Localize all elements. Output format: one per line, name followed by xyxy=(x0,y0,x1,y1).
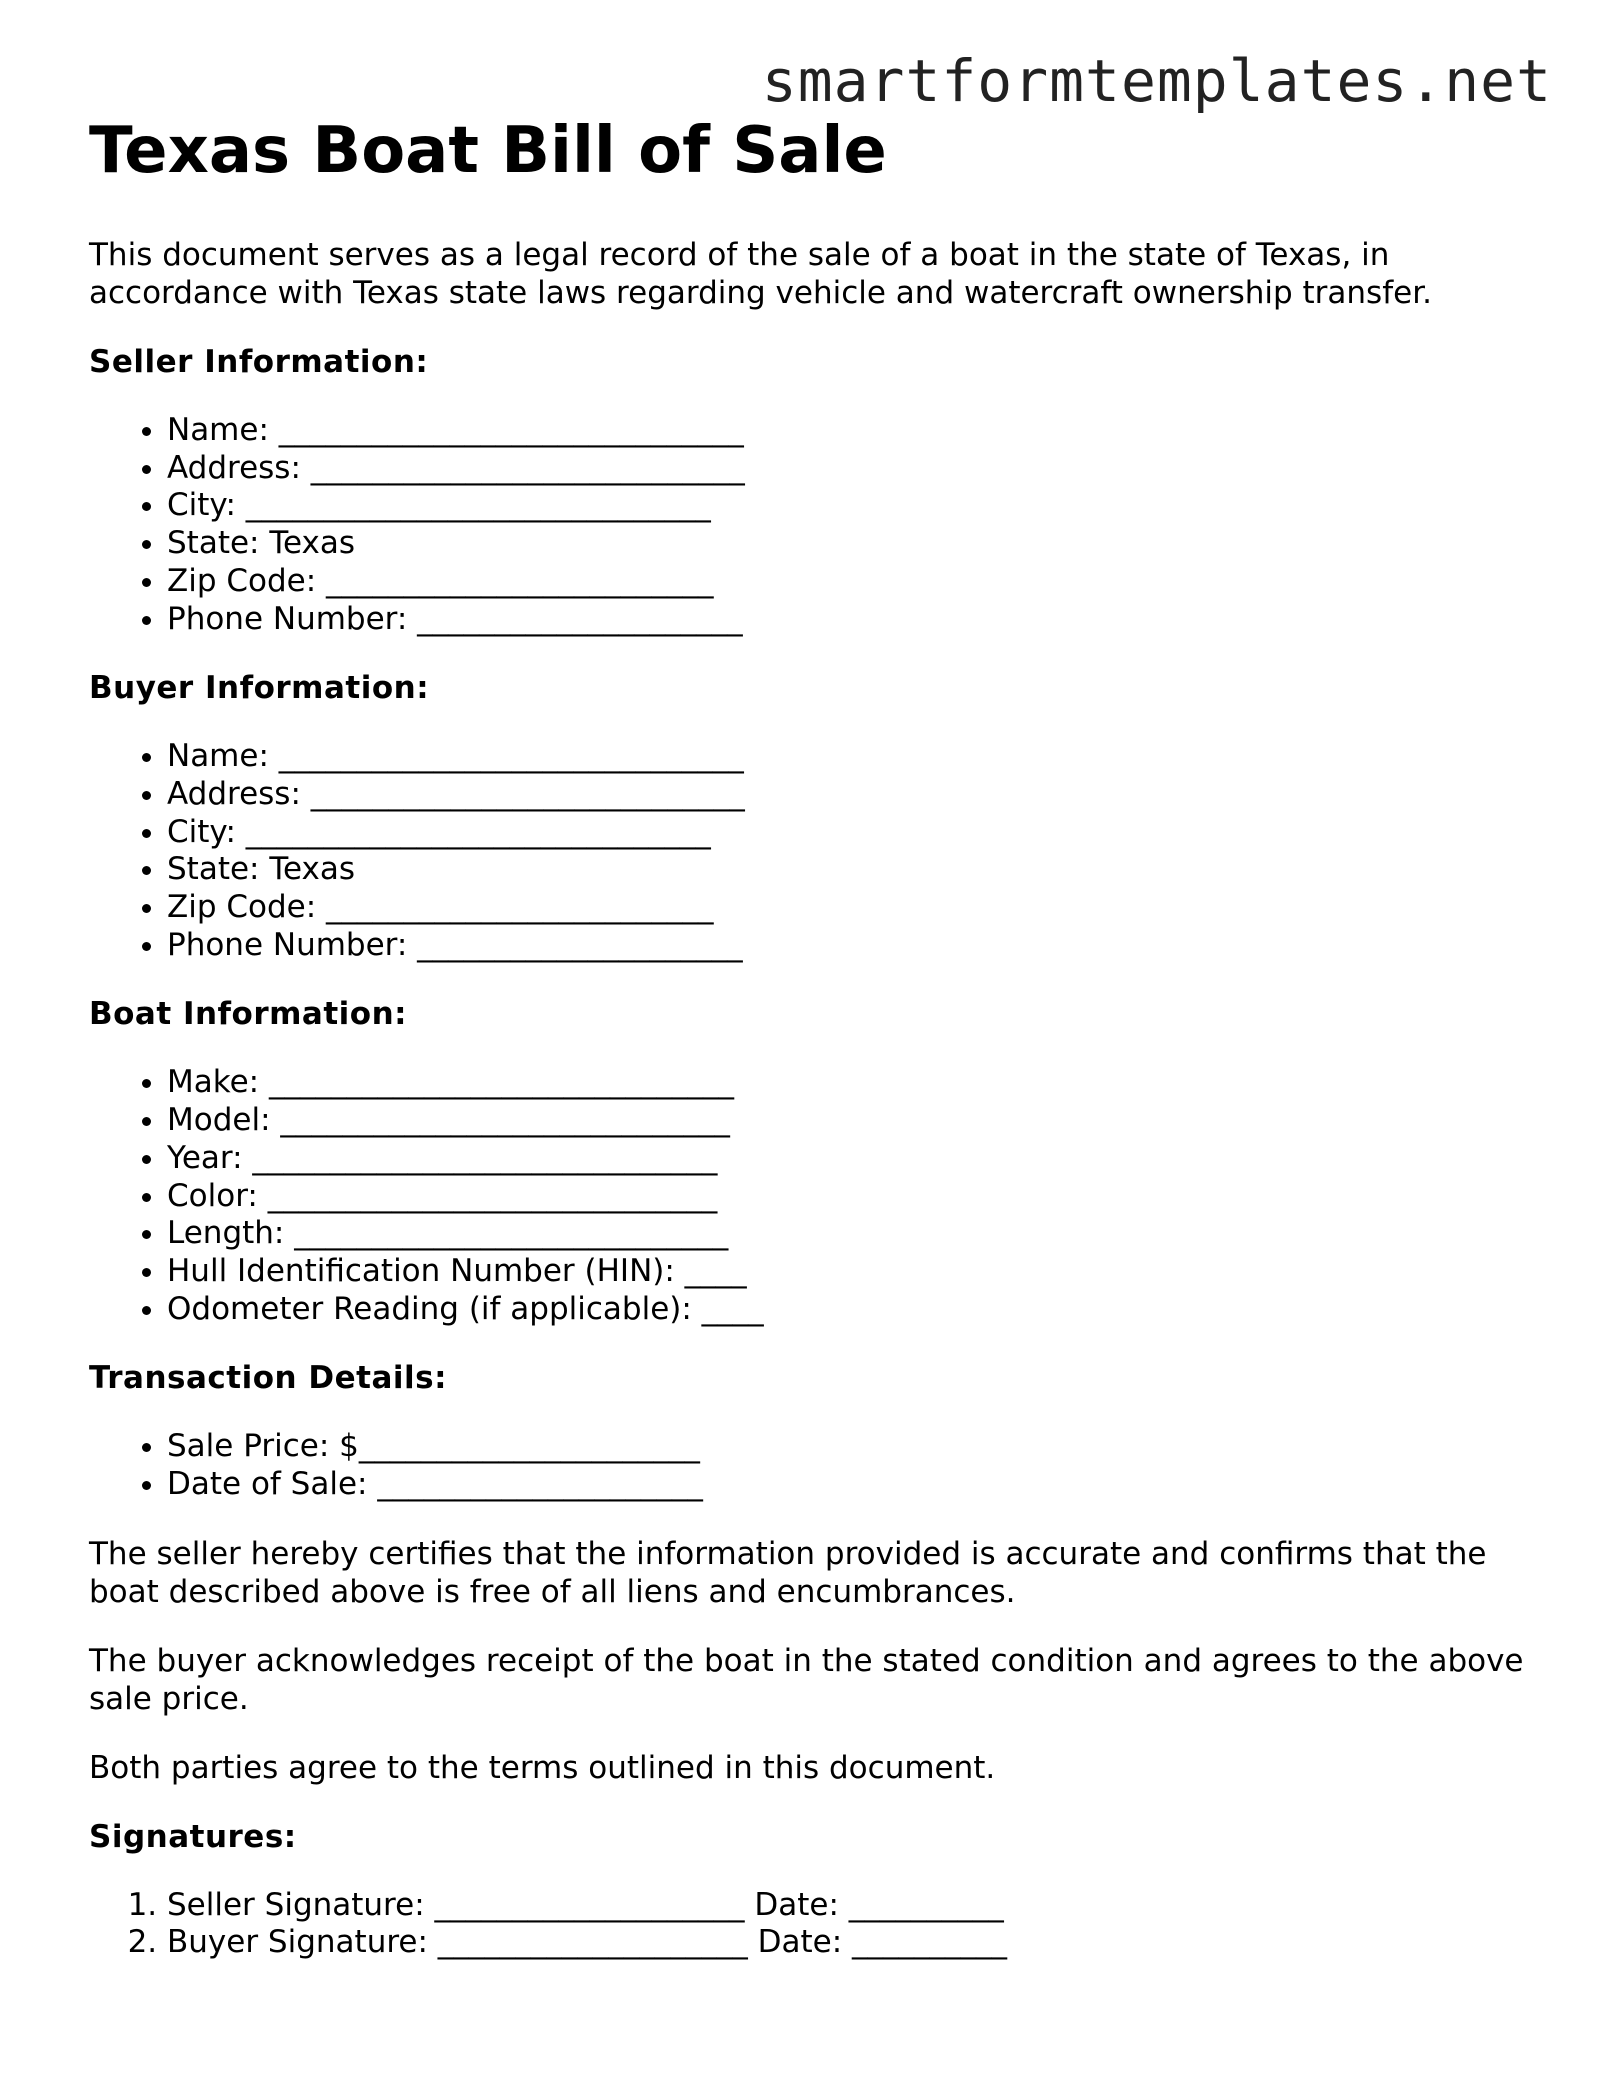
seller-name-field: • Name: ______________________________ xyxy=(167,412,1529,450)
buyer-signature-line: 2. Buyer Signature: ____________________ Date: __________ xyxy=(167,1924,1529,1962)
seller-heading: Seller Information: xyxy=(89,344,429,380)
transaction-heading: Transaction Details: xyxy=(89,1360,447,1397)
buyer-address-field: • Address: ____________________________ xyxy=(167,776,1529,814)
boat-length-field: • Length: ____________________________ xyxy=(167,1215,1529,1253)
seller-signature-line: 1. Seller Signature: ____________________ Date: __________ xyxy=(167,1887,1529,1925)
buyer-city-field: • City: ______________________________ xyxy=(167,814,1529,852)
buyer-state-field: • State: Texas xyxy=(167,851,1529,889)
boat-year-field: • Year: ______________________________ xyxy=(167,1140,1529,1178)
buyer-zip-field: • Zip Code: _________________________ xyxy=(167,889,1529,927)
boat-make-field: • Make: ______________________________ xyxy=(167,1064,1529,1102)
boat-model-field: • Model: _____________________________ xyxy=(167,1102,1529,1140)
agreement-paragraph: Both parties agree to the terms outlined in this document. xyxy=(89,1749,996,1786)
seller-zip-field: • Zip Code: _________________________ xyxy=(167,563,1529,601)
buyer-phone-field: • Phone Number: _____________________ xyxy=(167,927,1529,965)
boat-color-field: • Color: _____________________________ xyxy=(167,1178,1529,1216)
buyer-heading: Buyer Information: xyxy=(89,670,430,707)
signatures-list xyxy=(89,1887,1529,1962)
certification-paragraph: The seller hereby certifies that the information provided is accurate and confirms that the boat described above is free of all liens and encumbrances. xyxy=(89,1535,1487,1610)
buyer-list xyxy=(89,738,1529,964)
seller-state-field: • State: Texas xyxy=(167,525,1529,563)
seller-phone-field: • Phone Number: _____________________ xyxy=(167,601,1529,639)
intro-paragraph: This document serves as a legal record of the sale of a boat in the state of Texas, in accordance with Texas state laws regarding vehicle and watercraft ownership transfer. xyxy=(89,237,1432,311)
boat-list xyxy=(89,1064,1529,1328)
document-title: Texas Boat Bill of Sale xyxy=(89,114,887,188)
boat-odometer-field: • Odometer Reading (if applicable): ____ xyxy=(167,1291,1529,1329)
seller-list xyxy=(89,412,1529,638)
seller-city-field: • City: ______________________________ xyxy=(167,487,1529,525)
buyer-name-field: • Name: ______________________________ xyxy=(167,738,1529,776)
acknowledgment-paragraph: The buyer acknowledges receipt of the boat in the stated condition and agrees to the above sale price. xyxy=(89,1642,1524,1717)
seller-address-field: • Address: ____________________________ xyxy=(167,450,1529,488)
signatures-heading: Signatures: xyxy=(89,1818,297,1855)
document-page xyxy=(89,110,1529,1993)
boat-hin-field: • Hull Identification Number (HIN): ____ xyxy=(167,1253,1529,1291)
watermark: smartformtemplates.net xyxy=(761,47,1552,115)
boat-heading: Boat Information: xyxy=(89,996,408,1033)
sale-date-field: • Date of Sale: _____________________ xyxy=(167,1466,1529,1504)
transaction-list xyxy=(89,1428,1529,1503)
sale-price-field: • Sale Price: $______________________ xyxy=(167,1428,1529,1466)
